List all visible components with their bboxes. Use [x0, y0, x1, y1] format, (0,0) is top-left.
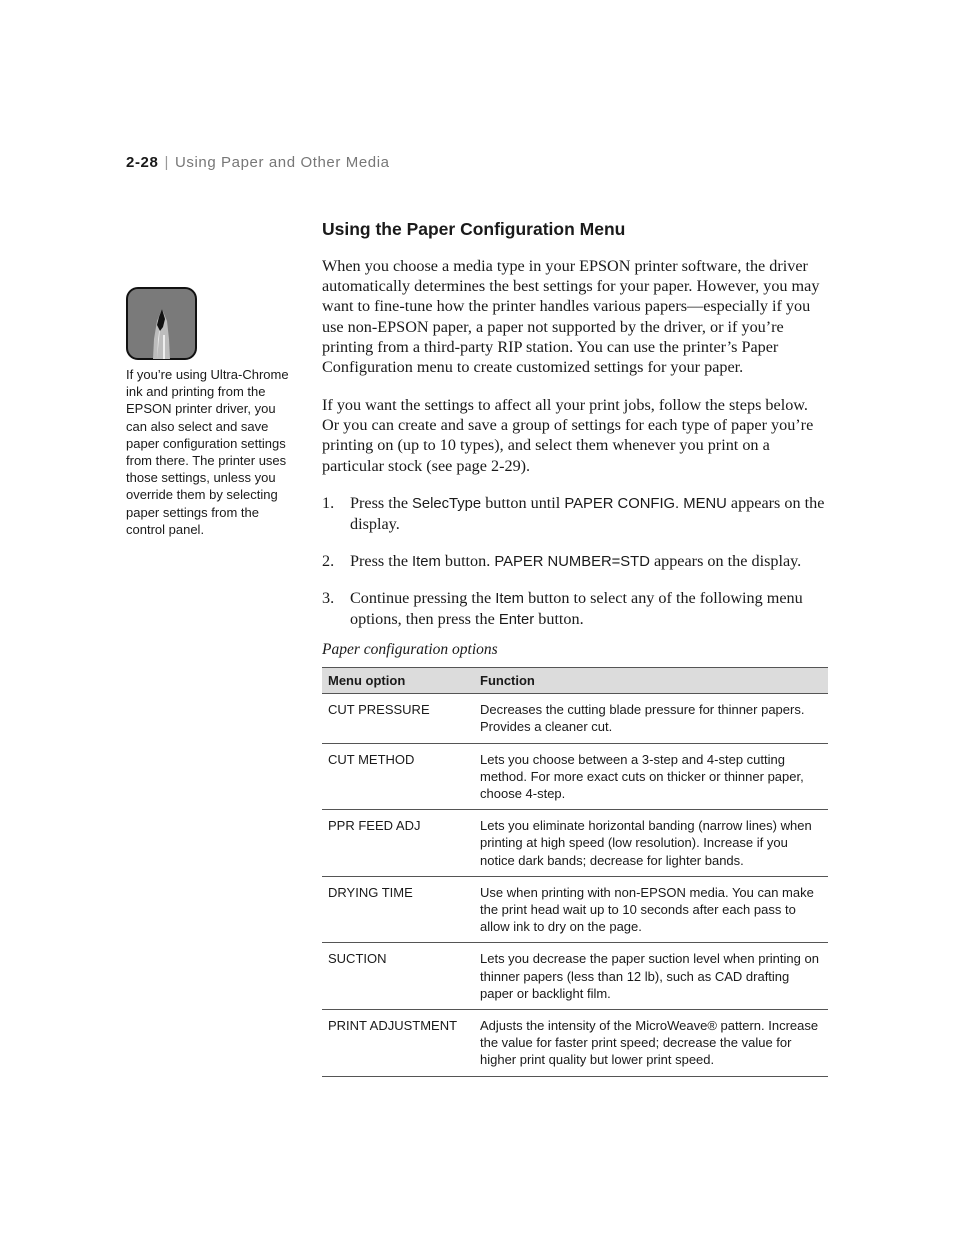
selectype-button-label: SelecType: [412, 496, 482, 512]
step-number: 3.: [322, 589, 335, 607]
note-pencil-icon: [126, 287, 197, 360]
step-text: Continue pressing the: [350, 589, 496, 607]
running-header: [126, 154, 390, 171]
enter-button-label: Enter: [498, 612, 535, 629]
menu-option-cell: CUT PRESSURE: [322, 694, 474, 743]
menu-option-cell: DRYING TIME: [322, 876, 474, 943]
menu-option-cell: SUCTION: [322, 943, 474, 1010]
step-1: [322, 493, 828, 534]
table-row: [322, 743, 828, 810]
step-text: Press the: [350, 552, 413, 570]
function-cell: Lets you eliminate horizontal banding (narrow lines) when printing at high speed (low resolution). Increase if you notice dark bands; decrease for lighter bands.: [474, 810, 828, 877]
function-cell: Use when printing with non-EPSON media. You can make the print head wait up to 10 seconds after each pass to allow ink to dry on the page.: [474, 876, 828, 943]
item-button-label: Item: [412, 554, 441, 570]
intro-paragraph: When you choose a media type in your EPSON printer software, the driver automatically determines the best settings for your paper. However, you may want to fine-tune how the printer handles various papers—especially if you use non-EPSON paper, a paper not supported by the driver, or if you’re printing from a third-party RIP station. You can use the printer’s Paper Configuration menu to create customized settings for your paper.: [322, 257, 820, 377]
item-button-label: Item: [495, 591, 525, 607]
column-header-function: Function: [474, 668, 828, 694]
step-text: appears on the display.: [649, 552, 802, 570]
page-number: 2-28: [126, 154, 159, 171]
chapter-title: Using Paper and Other Media: [174, 154, 390, 171]
step-3: [322, 588, 828, 630]
menu-option-cell: CUT METHOD: [322, 743, 474, 810]
margin-note: If you’re using Ultra-Chrome ink and printing from the EPSON printer driver, you can also select and save paper configuration settings from there. The printer uses those settings, unless you override them by selecting paper settings from the control panel.: [126, 367, 289, 537]
section-title: Using the Paper Configuration Menu: [322, 219, 626, 239]
table-caption: Paper configuration options: [322, 641, 498, 658]
menu-option-cell: PPR FEED ADJ: [322, 810, 474, 877]
step-number: 1.: [322, 494, 335, 512]
display-message: PAPER NUMBER=STD: [494, 554, 650, 570]
step-number: 2.: [322, 552, 335, 570]
menu-option-cell: PRINT ADJUSTMENT: [322, 1010, 474, 1077]
step-2: [322, 551, 828, 572]
function-cell: Lets you decrease the paper suction level when printing on thinner papers (less than 12 lb), such as CAD drafting paper or backlight film.: [474, 943, 828, 1010]
table-row: [322, 876, 828, 943]
function-cell: Lets you choose between a 3-step and 4-step cutting method. For more exact cuts on thicker or thinner paper, choose 4-step.: [474, 743, 828, 810]
table-row: [322, 1010, 828, 1077]
paper-config-table: [322, 667, 828, 1077]
function-cell: Decreases the cutting blade pressure for thinner papers. Provides a cleaner cut.: [474, 694, 828, 743]
step-text: Press the: [350, 494, 413, 512]
table-row: [322, 694, 828, 743]
display-message: PAPER CONFIG. MENU: [564, 496, 727, 512]
step-text: appears on the display.: [350, 494, 825, 534]
column-header-menu-option: Menu option: [322, 668, 474, 694]
table-row: [322, 810, 828, 877]
table-row: [322, 943, 828, 1010]
header-separator: |: [164, 154, 169, 171]
steps-intro-paragraph: If you want the settings to affect all your print jobs, follow the steps below. Or you can create and save a group of settings for each type of paper you’re printing on (up to 10 types), and select them whenever you print on a particular stock (see page 2-29).: [322, 396, 814, 475]
step-text: button.: [534, 610, 584, 629]
function-cell: Adjusts the intensity of the MicroWeave® pattern. Increase the value for faster print speed; decrease the value for higher print quality but lower print speed.: [474, 1010, 828, 1077]
step-text: button until: [481, 494, 565, 512]
table-header-row: [322, 668, 828, 694]
step-text: button.: [440, 552, 495, 570]
step-text: button to select any of the following menu options, then press the: [350, 589, 803, 629]
